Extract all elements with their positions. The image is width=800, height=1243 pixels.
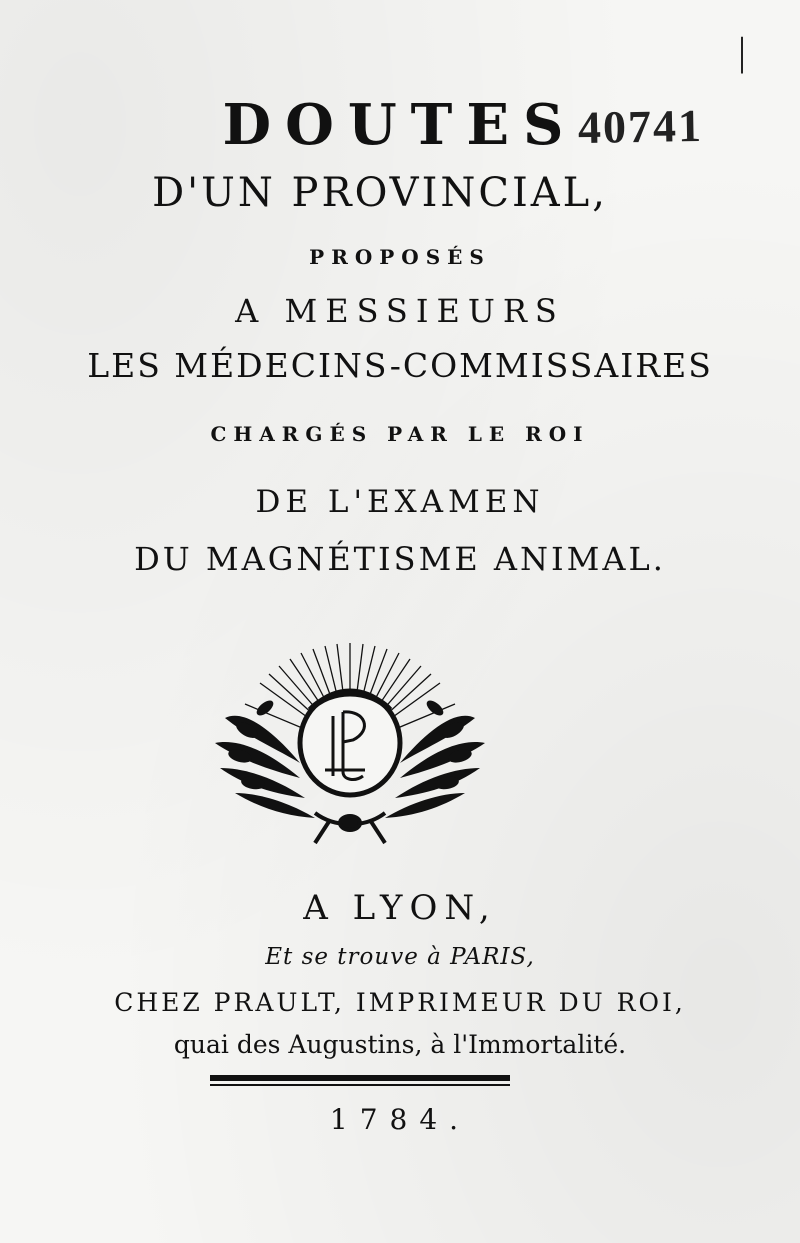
imprint-paris-line: Et se trouve à PARIS,: [265, 944, 535, 970]
imprint-address-line: quai des Augustins, à l'Immortalité.: [173, 1030, 627, 1059]
printer-ornament-icon: [205, 638, 495, 853]
medecins-line: LES MÉDECINS-COMMISSAIRES: [87, 346, 713, 385]
library-stamp-number: 40741: [577, 99, 704, 154]
examen-line: DE L'EXAMEN: [255, 484, 545, 520]
proposes-line: PROPOSÉS: [309, 245, 491, 269]
corner-mark: |: [738, 29, 747, 74]
imprint-city: A LYON,: [303, 888, 497, 928]
rule-thick-line: [210, 1075, 510, 1081]
imprint-printer-line: CHEZ PRAULT, IMPRIMEUR DU ROI,: [114, 988, 686, 1017]
charges-line: CHARGÉS PAR LE ROI: [210, 422, 590, 446]
book-subtitle: D'UN PROVINCIAL,: [152, 170, 608, 216]
book-title: DOUTES: [222, 92, 578, 158]
magnetisme-line: DU MAGNÉTISME ANIMAL.: [134, 540, 666, 578]
ribbon-knot-icon: [315, 813, 385, 843]
double-rule-divider: [210, 1075, 510, 1087]
publication-year: 1784.: [329, 1103, 471, 1136]
rule-thin-line: [210, 1084, 510, 1086]
messieurs-line: A MESSIEURS: [235, 292, 565, 330]
